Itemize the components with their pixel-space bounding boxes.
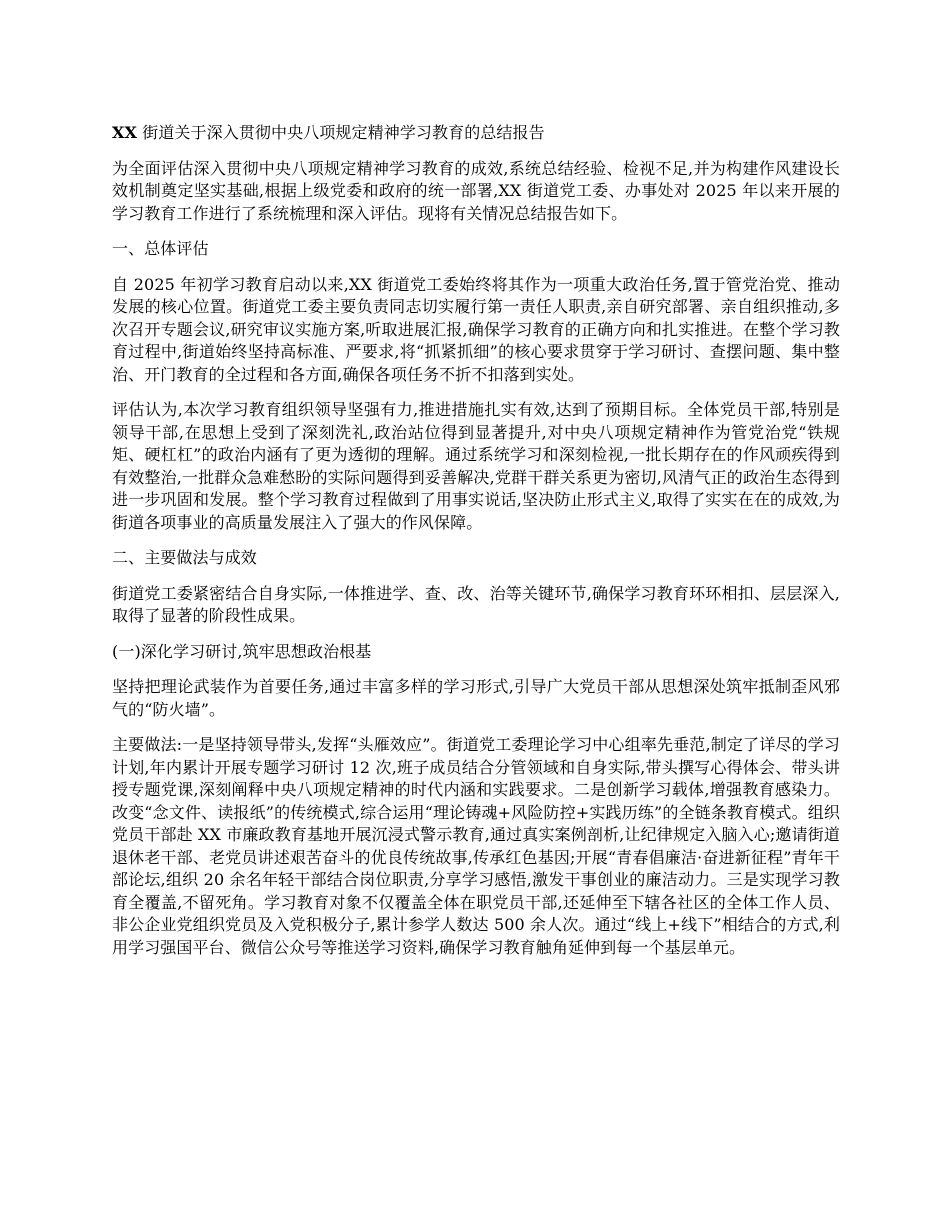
subsection1-paragraph-1: 坚持把理论武装作为首要任务,通过丰富多样的学习形式,引导广大党员干部从思想深处筑牢抵制歪风邪气的“防火墙”。: [112, 677, 840, 719]
section-heading-main-practices: 二、主要做法与成效: [112, 548, 257, 567]
document-title: [112, 122, 840, 145]
section1-paragraph-1: 自 2025 年初学习教育启动以来,XX 街道党工委始终将其作为一项重大政治任务,置于管党治党、推动发展的核心位置。街道党工委主要负责同志切实履行第一责任人职责,亲自研究部署、亲自组织推动,多次召开专题会议,研究审议实施方案,听取进展汇报,确保学习教育的正确方向和扎实推进。在整个学习教育过程中,街道始终坚持高标准、严要求,将“抓紧抓细”的核心要求贯穿于学习研讨、查摆问题、集中整治、开门教育的全过程和各方面,确保各项任务不折不扣落到实处。: [112, 274, 840, 384]
section1-paragraph-2: 评估认为,本次学习教育组织领导坚强有力,推进措施扎实有效,达到了预期目标。全体党员干部,特别是领导干部,在思想上受到了深刻洗礼,政治站位得到显著提升,对中央八项规定精神作为管党治党“铁规矩、硬杠杠”的政治内涵有了更为透彻的理解。通过系统学习和深刻检视,一批长期存在的作风顽疾得到有效整治,一批群众急难愁盼的实际问题得到妥善解决,党群干群关系更为密切,风清气正的政治生态得到进一步巩固和发展。整个学习教育过程做到了用事实说话,坚决防止形式主义,取得了实实在在的成效,为街道各项事业的高质量发展注入了强大的作风保障。: [112, 400, 840, 532]
document-title-prefix: XX: [112, 123, 138, 142]
subsection-heading-study: (一)深化学习研讨,筑牢思想政治根基: [112, 641, 372, 661]
intro-paragraph: 为全面评估深入贯彻中央八项规定精神学习教育的成效,系统总结经验、检视不足,并为构建作风建设长效机制奠定坚实基础,根据上级党委和政府的统一部署,XX 街道党工委、办事处对 2025 年以来开展的学习教育工作进行了系统梳理和深入评估。现将有关情况总结报告如下。: [112, 158, 840, 223]
section-heading-overall-evaluation: 一、总体评估: [112, 239, 209, 258]
document-page: [112, 122, 840, 972]
document-title-text: 街道关于深入贯彻中央八项规定精神学习教育的总结报告: [137, 123, 545, 142]
subsection1-paragraph-2: 主要做法:一是坚持领导带头,发挥“头雁效应”。街道党工委理论学习中心组率先垂范,制定了详尽的学习计划,年内累计开展专题学习研讨 12 次,班子成员结合分管领域和自身实际,带头撰写心得体会、带头讲授专题党课,深刻阐释中央八项规定精神的时代内涵和实践要求。二是创新学习载体,增强教育感染力。改变“念文件、读报纸”的传统模式,综合运用“理论铸魂+风险防控+实践历练”的全链条教育模式。组织党员干部赴 XX 市廉政教育基地开展沉浸式警示教育,通过真实案例剖析,让纪律规定入脑入心;邀请街道退休老干部、老党员讲述艰苦奋斗的优良传统故事,传承红色基因;开展“青春倡廉洁·奋进新征程”青年干部论坛,组织 20 余名年轻干部结合岗位职责,分享学习感悟,激发干事创业的廉洁动力。三是实现学习教育全覆盖,不留死角。学习教育对象不仅覆盖全体在职党员干部,还延伸至下辖各社区的全体工作人员、非公企业党组织党员及入党积极分子,累计参学人数达 500 余人次。通过“线上+线下”相结合的方式,利用学习强国平台、微信公众号等推送学习资料,确保学习教育触角延伸到每一个基层单元。: [112, 735, 840, 957]
section2-paragraph-1: 街道党工委紧密结合自身实际,一体推进学、查、改、治等关键环节,确保学习教育环环相扣、层层深入,取得了显著的阶段性成果。: [112, 583, 840, 625]
